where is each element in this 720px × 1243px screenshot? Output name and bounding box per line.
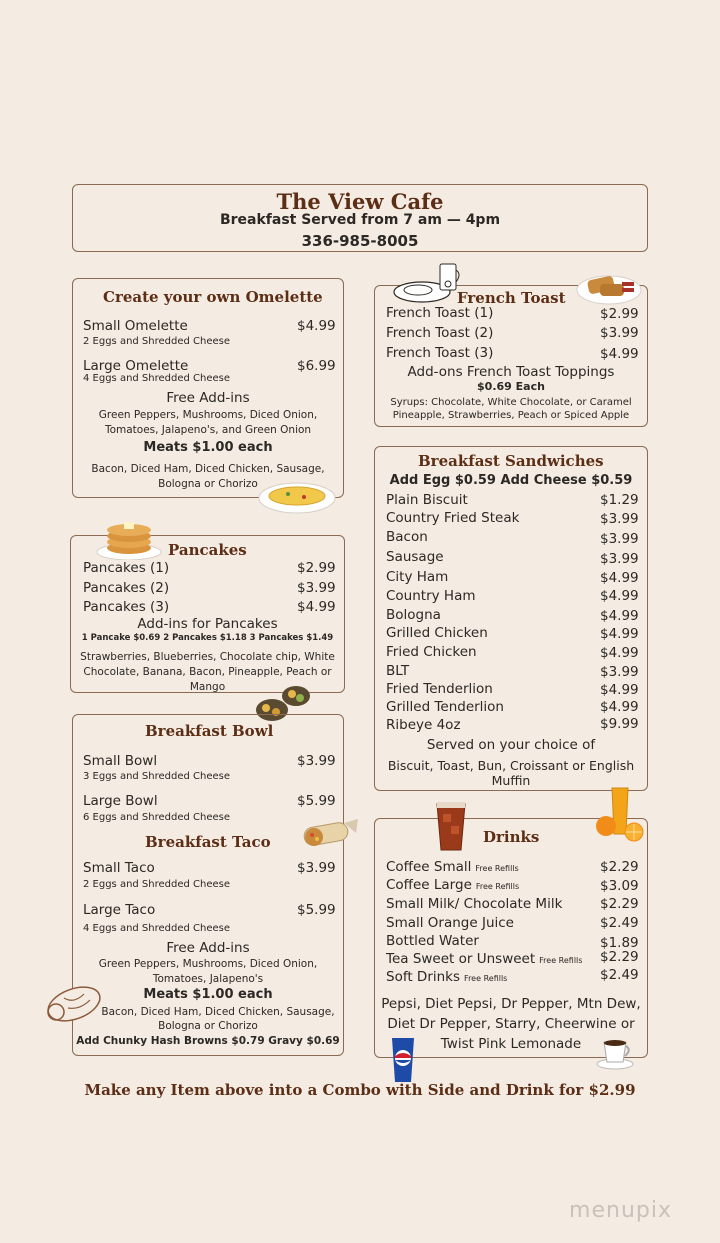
menu-item-price: $1.29 <box>600 492 639 508</box>
menu-item-name: Bologna <box>386 607 441 623</box>
menu-item-price: $3.99 <box>600 551 639 567</box>
menu-item-name: Tea Sweet or Unsweet <box>386 951 536 967</box>
menu-item-price: $1.89 <box>600 935 639 951</box>
menu-item-price: $3.99 <box>297 860 336 876</box>
menu-item-price: $2.29 <box>600 896 639 912</box>
meats-text: Bologna or Chorizo <box>158 1020 258 1032</box>
syrups-text: Pineapple, Strawberries, Peach or Spiced Apple <box>392 410 630 421</box>
menu-item-name: City Ham <box>386 569 449 585</box>
addons-price: $0.69 Each <box>477 380 545 393</box>
menu-item-price: $3.09 <box>600 878 639 894</box>
menu-item-price: $4.99 <box>600 608 639 624</box>
menu-item-price: $4.99 <box>600 588 639 604</box>
breakfast-sketch-icon <box>392 260 464 306</box>
phone-number: 336-985-8005 <box>301 232 419 250</box>
drink-item <box>386 933 479 949</box>
french-toast-title: French Toast <box>457 289 566 307</box>
menu-item-name: Country Fried Steak <box>386 510 520 526</box>
menu-item-name: Pancakes (1) <box>83 560 170 576</box>
menu-item-price: $2.99 <box>600 306 639 322</box>
burrito-icon <box>300 815 360 851</box>
menu-item-name: French Toast (2) <box>386 325 494 341</box>
menu-item-price: $4.99 <box>600 699 639 715</box>
bowl-title: Breakfast Bowl <box>145 722 274 740</box>
menu-item-name: Large Bowl <box>83 793 158 809</box>
menu-item-desc: 4 Eggs and Shredded Cheese <box>83 923 231 934</box>
sandwiches-title: Breakfast Sandwiches <box>418 452 604 470</box>
meats-text: Bologna or Chorizo <box>158 478 258 490</box>
free-refills-note: Free Refills <box>464 974 508 983</box>
menu-item-name: French Toast (1) <box>386 305 494 321</box>
menu-item-desc: 3 Eggs and Shredded Cheese <box>83 771 231 782</box>
menu-item-name: Bottled Water <box>386 933 479 949</box>
menu-item-price: $3.99 <box>600 325 639 341</box>
sandwich-addons: Add Egg $0.59 Add Cheese $0.59 <box>389 473 633 488</box>
menu-item-name: Large Taco <box>83 902 156 918</box>
menu-item-price: $2.29 <box>600 949 639 965</box>
coffee-cup-icon <box>596 1034 634 1070</box>
menu-item-desc: 6 Eggs and Shredded Cheese <box>83 812 231 823</box>
menu-item-price: $3.99 <box>600 511 639 527</box>
menu-item-name: Coffee Large <box>386 877 472 893</box>
addins-text: Green Peppers, Mushrooms, Diced Onion, <box>98 409 318 421</box>
french-toast-section <box>374 285 648 427</box>
menu-item-price: $3.99 <box>600 531 639 547</box>
served-text: Biscuit, Toast, Bun, Croissant or English <box>387 758 635 773</box>
cafe-title: The View Cafe <box>276 189 444 214</box>
watermark: menupix <box>569 1198 672 1223</box>
drinks-section <box>374 818 648 1058</box>
menu-item-price: $4.99 <box>600 346 639 362</box>
menu-item-desc: 4 Eggs and Shredded Cheese <box>83 373 231 384</box>
menu-item-name: Small Bowl <box>83 753 158 769</box>
menu-item-name: French Toast (3) <box>386 345 494 361</box>
addons-title: Add-ons French Toast Toppings <box>407 364 615 380</box>
menu-item-price: $2.99 <box>297 560 336 576</box>
menu-item-price: $5.99 <box>297 793 336 809</box>
menu-item-price: $2.49 <box>600 967 639 983</box>
free-refills-note: Free Refills <box>539 956 583 965</box>
menu-item-price: $3.99 <box>600 664 639 680</box>
menu-item-price: $4.99 <box>600 682 639 698</box>
menu-item-name: BLT <box>386 663 410 679</box>
menu-item-name: Coffee Small <box>386 859 472 875</box>
combo-offer: Make any Item above into a Combo with Side and Drink for $2.99 <box>84 1081 636 1099</box>
menu-item-name: Fried Tenderlion <box>386 681 493 697</box>
menu-item-name: Plain Biscuit <box>386 492 468 508</box>
drink-item <box>386 896 562 912</box>
addins-text: Tomatoes, Jalapeno's, and Green Onion <box>104 424 312 436</box>
burrito-sketch-icon <box>44 980 106 1024</box>
meats-title: Meats $1.00 each <box>143 440 273 455</box>
menu-item-name: Bacon <box>386 529 428 545</box>
menu-item-price: $5.99 <box>297 902 336 918</box>
taco-title: Breakfast Taco <box>145 833 271 851</box>
drink-item <box>386 859 519 875</box>
menu-item-name: Grilled Chicken <box>386 625 488 641</box>
addins-title: Free Add-ins <box>166 390 250 406</box>
pancakes-title: Pancakes <box>168 541 247 559</box>
menu-item-price: $9.99 <box>600 716 639 732</box>
pancakes-icon <box>96 512 162 560</box>
drinks-title: Drinks <box>483 828 540 846</box>
sodas-text: Pepsi, Diet Pepsi, Dr Pepper, Mtn Dew, <box>381 996 641 1012</box>
menu-item-price: $3.99 <box>297 580 336 596</box>
menu-item-name: Small Milk/ Chocolate Milk <box>386 896 563 912</box>
menu-item-price: $2.29 <box>600 859 639 875</box>
addins-text: Mango <box>189 681 226 693</box>
addins-text: Chocolate, Banana, Bacon, Pineapple, Peach or <box>83 666 332 678</box>
menu-item-name: Soft Drinks <box>386 969 461 985</box>
menu-item-name: Small Taco <box>83 860 155 876</box>
menu-item-price: $6.99 <box>297 358 336 374</box>
drink-item <box>386 877 519 893</box>
menu-item-name: Large Omelette <box>83 358 189 374</box>
menu-item-price: $4.99 <box>600 645 639 661</box>
menu-item-price: $4.99 <box>297 318 336 334</box>
menu-item-name: Fried Chicken <box>386 644 477 660</box>
menu-item-price: $4.99 <box>600 570 639 586</box>
iced-tea-icon <box>434 800 468 852</box>
menu-item-price: $3.99 <box>297 753 336 769</box>
omelette-section <box>72 278 344 498</box>
drink-item <box>386 915 514 931</box>
free-refills-note: Free Refills <box>475 864 519 873</box>
addins-title: Free Add-ins <box>166 940 250 956</box>
syrups-text: Syrups: Chocolate, White Chocolate, or Caramel <box>390 397 632 408</box>
drink-item <box>386 969 507 985</box>
menu-item-name: Country Ham <box>386 588 476 604</box>
addins-title: Add-ins for Pancakes <box>137 616 278 632</box>
menu-item-name: Ribeye 4oz <box>386 717 461 733</box>
omelette-icon <box>258 479 336 515</box>
meats-text: Bacon, Diced Ham, Diced Chicken, Sausage, <box>101 1006 335 1018</box>
menu-item-name: Pancakes (3) <box>83 599 170 615</box>
extras-text: Add Chunky Hash Browns $0.79 Gravy $0.69 <box>76 1035 340 1047</box>
menu-item-name: Pancakes (2) <box>83 580 170 596</box>
free-refills-note: Free Refills <box>475 882 520 891</box>
sodas-text: Twist Pink Lemonade <box>440 1036 582 1052</box>
menu-item-desc: 2 Eggs and Shredded Cheese <box>83 879 231 890</box>
menu-item-name: Small Omelette <box>83 318 188 334</box>
header-box <box>72 184 648 252</box>
addins-prices: 1 Pancake $0.69 2 Pancakes $1.18 3 Pancakes $1.49 <box>81 633 334 643</box>
sodas-text: Diet Dr Pepper, Starry, Cheerwine or <box>387 1016 635 1032</box>
served-title: Served on your choice of <box>426 737 596 753</box>
addins-text: Strawberries, Blueberries, Chocolate chip, White <box>80 651 335 663</box>
menu-item-name: Grilled Tenderlion <box>386 699 504 715</box>
addins-text: Tomatoes, Jalapeno's <box>152 973 264 985</box>
bowl-taco-section <box>72 714 344 1056</box>
sandwiches-section <box>374 446 648 791</box>
hours-text: Breakfast Served from 7 am — 4pm <box>219 212 501 228</box>
menu-item-price: $2.49 <box>600 915 639 931</box>
orange-juice-icon <box>594 786 646 842</box>
menu-item-price: $4.99 <box>297 599 336 615</box>
served-text: Muffin <box>491 773 531 788</box>
menu-item-price: $4.99 <box>600 626 639 642</box>
meats-title: Meats $1.00 each <box>143 987 273 1002</box>
french-toast-icon <box>576 266 642 306</box>
drink-item <box>386 951 582 967</box>
menu-item-name: Sausage <box>386 549 444 565</box>
pepsi-cup-icon <box>390 1036 416 1084</box>
menu-item-name: Small Orange Juice <box>386 915 514 931</box>
addins-text: Green Peppers, Mushrooms, Diced Onion, <box>98 958 318 970</box>
omelette-title: Create your own Omelette <box>103 288 323 306</box>
menu-item-desc: 2 Eggs and Shredded Cheese <box>83 336 231 347</box>
meats-text: Bacon, Diced Ham, Diced Chicken, Sausage, <box>91 463 325 475</box>
